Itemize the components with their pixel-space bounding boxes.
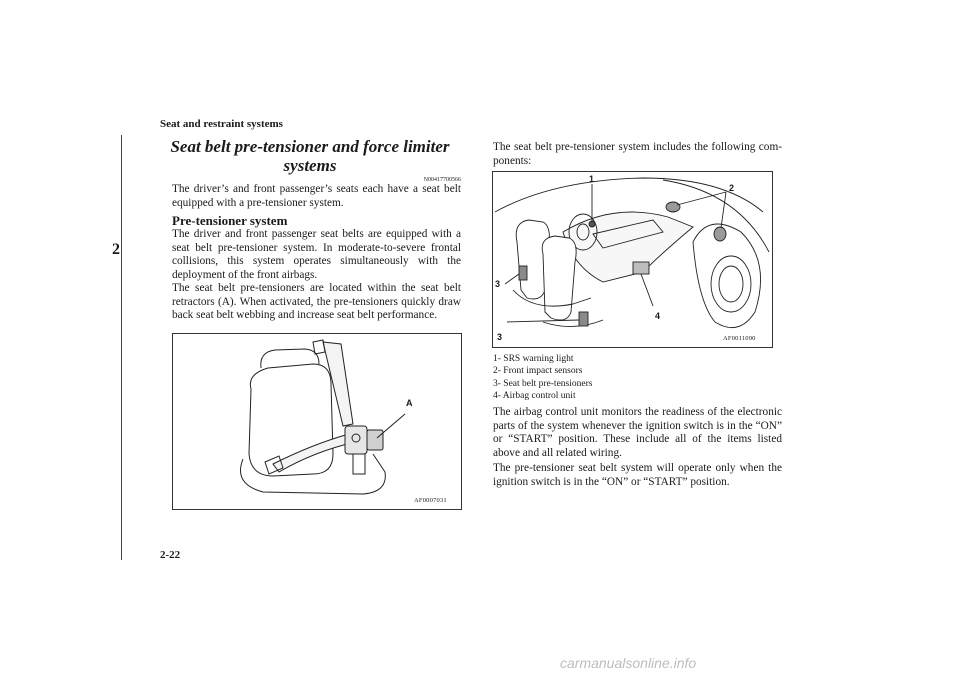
watermark: carmanualsonline.info	[560, 655, 697, 671]
page-title	[160, 137, 460, 175]
control-unit-paragraph: The airbag control unit monitors the readiness of the electronic parts of the system whenever the ignition switch is in the “ON” or “START” position. These include all of the items listed above and all related wiring.	[493, 406, 782, 459]
chapter-number: 2	[112, 241, 120, 258]
pretensioner-callout-lower: 3	[497, 332, 503, 342]
legend-item: 4- Airbag control unit	[493, 391, 576, 402]
page-title-line2: systems	[283, 156, 337, 175]
control-unit-callout: 4	[655, 311, 661, 321]
seat-belt-retractor-illustration	[173, 334, 461, 509]
legend-item: 2- Front impact sensors	[493, 366, 583, 377]
page-title-line1: Seat belt pre-tensioner and force limiter	[170, 137, 450, 156]
components-intro: The seat belt pre-tensioner system includes the following com-ponents:	[493, 141, 782, 167]
chapter-divider	[121, 135, 122, 560]
section-header: Seat and restraint systems	[160, 118, 283, 130]
figure-code: AF0011090	[723, 335, 756, 342]
vehicle-interior-illustration	[493, 172, 772, 347]
retractor-callout-a: A	[406, 398, 413, 408]
pretensioner-callout-upper: 3	[495, 279, 501, 289]
pretensioner-paragraph-2: The seat belt pre-tensioners are located within the seat belt retractors (A). When activated, the pre-tensioners quickly draw back seat belt webbing and increase seat belt performance.	[172, 282, 461, 322]
system-components-figure	[492, 171, 773, 348]
impact-sensor-callout: 2	[729, 183, 735, 193]
figure-code: AF0007031	[414, 497, 447, 504]
pretensioner-paragraph-1: The driver and front passenger seat belts are equipped with a seat belt pre-tensioner system. In moderate-to-severe frontal collisions, this system operates simultaneously with the deployment of the front airbags.	[172, 228, 461, 281]
component-legend	[493, 353, 773, 403]
intro-paragraph: The driver’s and front passenger’s seats each have a seat belt equipped with a pre-tensioner system.	[172, 183, 461, 209]
seat-belt-retractor-figure	[172, 333, 462, 510]
document-code: N00417700566	[423, 177, 461, 183]
operation-paragraph: The pre-tensioner seat belt system will operate only when the ignition switch is in the “ON” or “START” position.	[493, 462, 782, 488]
legend-item: 3- Seat belt pre-tensioners	[493, 378, 593, 389]
page-number: 2-22	[160, 549, 181, 561]
legend-item: 1- SRS warning light	[493, 354, 574, 364]
srs-light-callout: 1	[589, 174, 595, 184]
section-subheading: Pre-tensioner system	[172, 213, 288, 228]
